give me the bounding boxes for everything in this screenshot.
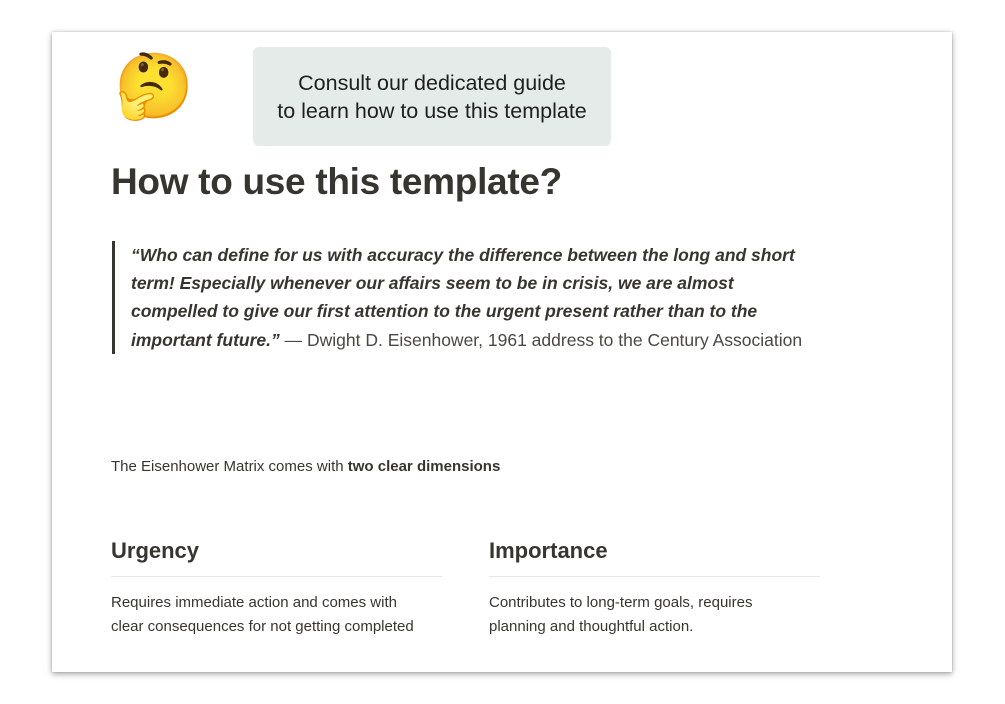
page-title: How to use this template?: [111, 161, 562, 202]
intro-prefix: The Eisenhower Matrix comes with: [111, 458, 348, 475]
urgency-description: Requires immediate action and comes with clear consequences for not getting completed: [111, 594, 414, 635]
callout-line-2: to learn how to use this template: [277, 98, 587, 123]
urgency-heading: Urgency: [111, 536, 442, 577]
guide-callout[interactable]: [253, 47, 611, 146]
page-card: [52, 32, 952, 672]
intro-bold: two clear dimensions: [347, 458, 501, 475]
importance-description: Contributes to long-term goals, requires planning and thoughtful action.: [489, 594, 753, 635]
intro-text: [111, 458, 500, 475]
quote-block: [112, 241, 812, 354]
callout-line-1: Consult our dedicated guide: [298, 70, 566, 95]
thinking-face-icon: 🤔: [114, 50, 194, 122]
quote-attribution: — Dwight D. Eisenhower, 1961 address to the Century Association: [279, 329, 803, 350]
urgency-column: [111, 536, 442, 639]
importance-heading: Importance: [489, 536, 820, 577]
quote-text: “Who can define for us with accuracy the difference between the long and short term! Especially whenever our affairs seem to be in crisis, we are almost compelled to give our first attention to the urgent present rather than to the important future.”: [131, 245, 795, 350]
importance-column: [489, 536, 820, 639]
